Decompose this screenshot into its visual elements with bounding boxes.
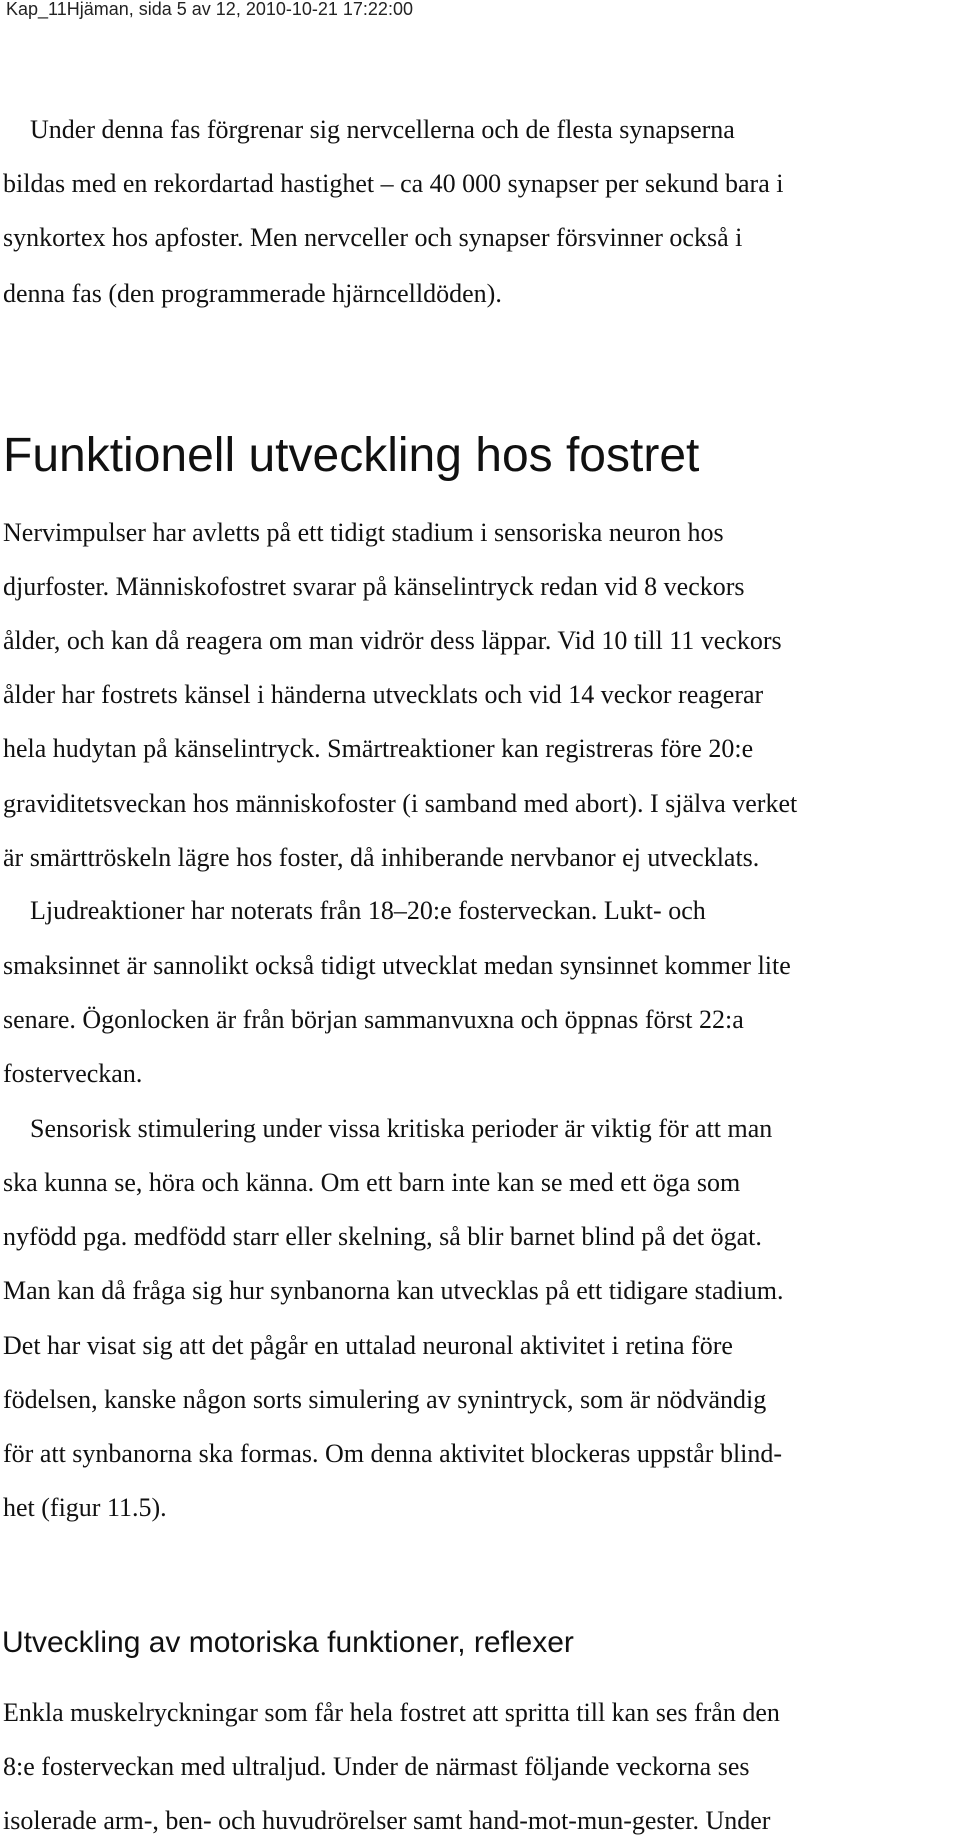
- paragraph-line: synkortex hos apfoster. Men nervceller och synapser försvinner också i: [3, 223, 743, 252]
- paragraph-line: Under denna fas förgrenar sig nervcellerna och de flesta synapserna: [30, 115, 735, 144]
- paragraph-line: Ljudreaktioner har noterats från 18–20:e fosterveckan. Lukt- och: [30, 896, 706, 925]
- paragraph-line: födelsen, kanske någon sorts simulering av synintryck, som är nödvändig: [3, 1385, 767, 1414]
- paragraph-line: senare. Ögonlocken är från början sammanvuxna och öppnas först 22:a: [3, 1005, 744, 1034]
- paragraph-line: fosterveckan.: [3, 1059, 143, 1088]
- page-header: Kap_11Hjäman, sida 5 av 12, 2010-10-21 17:22:00: [6, 0, 413, 19]
- paragraph-line: hela hudytan på känselintryck. Smärtreaktioner kan registreras före 20:e: [3, 734, 754, 763]
- paragraph-line: Sensorisk stimulering under vissa kritiska perioder är viktig för att man: [30, 1114, 773, 1143]
- paragraph-line: för att synbanorna ska formas. Om denna aktivitet blockeras uppstår blind-: [3, 1439, 783, 1468]
- paragraph-line: Det har visat sig att det pågår en uttalad neuronal aktivitet i retina före: [3, 1331, 733, 1360]
- paragraph-line: ålder har fostrets känsel i händerna utvecklats och vid 14 veckor reagerar: [3, 680, 764, 709]
- paragraph-line: Enkla muskelryckningar som får hela fostret att spritta till kan ses från den: [3, 1698, 780, 1727]
- paragraph-line: graviditetsveckan hos människofoster (i samband med abort). I själva verket: [3, 789, 798, 818]
- paragraph-line: denna fas (den programmerade hjärncelldöden).: [3, 279, 502, 308]
- paragraph-line: bildas med en rekordartad hastighet – ca 40 000 synapser per sekund bara i: [3, 169, 784, 198]
- paragraph-line: smaksinnet är sannolikt också tidigt utvecklat medan synsinnet kommer lite: [3, 951, 791, 980]
- paragraph-line: nyfödd pga. medfödd starr eller skelning, så blir barnet blind på det ögat.: [3, 1222, 762, 1251]
- paragraph-line: ska kunna se, höra och känna. Om ett barn inte kan se med ett öga som: [3, 1168, 741, 1197]
- paragraph-line: Man kan då fråga sig hur synbanorna kan utvecklas på ett tidigare stadium.: [3, 1276, 784, 1305]
- paragraph-line: Nervimpulser har avletts på ett tidigt stadium i sensoriska neuron hos: [3, 518, 724, 547]
- paragraph-line: isolerade arm-, ben- och huvudrörelser samt hand-mot-mun-gester. Under: [3, 1806, 771, 1835]
- paragraph-line: djurfoster. Människofostret svarar på känselintryck redan vid 8 veckors: [3, 572, 745, 601]
- section-heading: Utveckling av motoriska funktioner, reflexer: [2, 1626, 574, 1659]
- paragraph-line: är smärttröskeln lägre hos foster, då inhiberande nervbanor ej utvecklats.: [3, 843, 760, 872]
- section-heading: Funktionell utveckling hos fostret: [3, 429, 700, 482]
- paragraph-line: het (figur 11.5).: [3, 1493, 167, 1522]
- paragraph-line: 8:e fosterveckan med ultraljud. Under de närmast följande veckorna ses: [3, 1752, 750, 1781]
- paragraph-line: ålder, och kan då reagera om man vidrör dess läppar. Vid 10 till 11 veckors: [3, 626, 782, 655]
